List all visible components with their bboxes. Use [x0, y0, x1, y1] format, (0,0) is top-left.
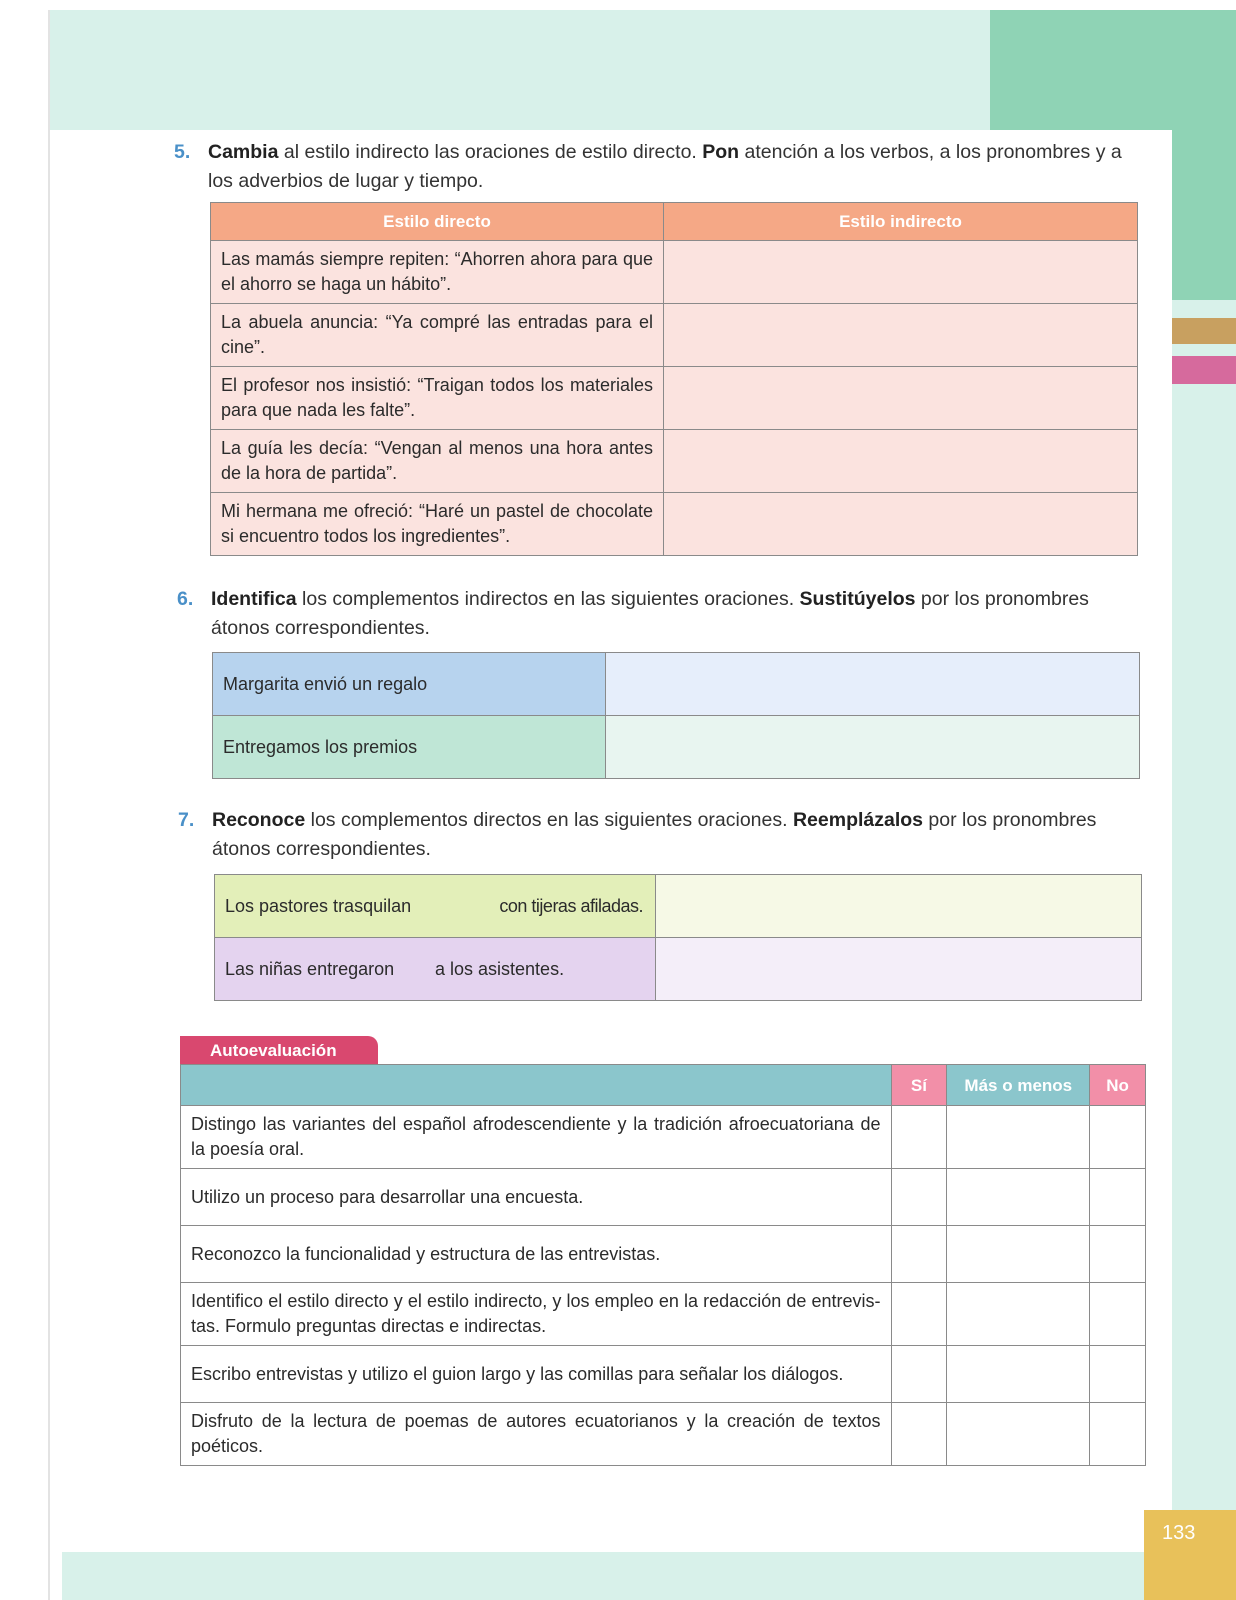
table-row — [181, 1283, 1146, 1346]
table-row — [181, 1106, 1146, 1169]
criterion: Identifico el estilo directo y el estilo indirecto, y los empleo en la redacción de entrevis-tas. Formulo preguntas directas e indirectas. — [181, 1283, 892, 1346]
pink-strip — [1172, 356, 1236, 384]
sentence-end: a los asistentes. — [435, 958, 565, 979]
brown-strip — [1172, 318, 1236, 344]
verb: Cambia — [208, 141, 279, 163]
check-cell-no[interactable] — [1090, 1403, 1146, 1466]
check-cell-si[interactable] — [891, 1283, 947, 1346]
sentence-cell: Entregamos los premios — [213, 716, 606, 779]
table-row — [211, 241, 1138, 304]
sentence-cell — [215, 938, 656, 1001]
column-header-si: Sí — [891, 1065, 947, 1106]
table-row — [181, 1226, 1146, 1283]
page-edge — [48, 10, 50, 1600]
check-cell-no[interactable] — [1090, 1169, 1146, 1226]
verb: Sustitúyelos — [799, 588, 916, 610]
direct-sentence: Mi hermana me ofreció: “Haré un pastel de chocolate si encuentro todos los ingredientes”. — [211, 493, 664, 556]
criterion: Disfruto de la lectura de poemas de autores ecuatorianos y la creación de textos poéticos. — [181, 1403, 892, 1466]
table-row — [213, 716, 1140, 779]
criterion: Utilizo un proceso para desarrollar una encuesta. — [181, 1169, 892, 1226]
answer-cell[interactable] — [656, 938, 1142, 1001]
check-cell-mas-o-menos[interactable] — [947, 1226, 1090, 1283]
direct-sentence: El profesor nos insistió: “Traigan todos los materiales para que nada les falte”. — [211, 367, 664, 430]
answer-cell[interactable] — [664, 430, 1138, 493]
verb: Reemplázalos — [792, 809, 924, 831]
direct-sentence: La abuela anuncia: “Ya compré las entradas para el cine”. — [211, 304, 664, 367]
answer-cell[interactable] — [664, 367, 1138, 430]
check-cell-mas-o-menos[interactable] — [947, 1403, 1090, 1466]
autoevaluacion-table — [180, 1064, 1146, 1466]
table-row — [181, 1169, 1146, 1226]
check-cell-si[interactable] — [891, 1403, 947, 1466]
exercise-number: 6. — [177, 588, 194, 610]
check-cell-si[interactable] — [891, 1346, 947, 1403]
column-header-mas-o-menos: Más o menos — [947, 1065, 1090, 1106]
check-cell-no[interactable] — [1090, 1226, 1146, 1283]
table-row — [211, 367, 1138, 430]
verb: Identifica — [211, 588, 297, 610]
sentence-start: Las niñas entregaron — [225, 958, 395, 979]
exercise-6-table — [212, 652, 1140, 779]
exercise-7-instructions: 7. Reconoce los complementos directos en las siguientes oraciones. Reemplázalos por los pronombres átonos correspondientes. — [212, 806, 1142, 864]
answer-cell[interactable] — [664, 304, 1138, 367]
footer-band — [62, 1552, 1236, 1600]
exercise-5-instructions: 5. Cambia al estilo indirecto las oraciones de estilo directo. Pon atención a los verbos, a los pronombres y a los adverbios de lugar y tiempo. — [208, 138, 1138, 196]
table-row — [181, 1346, 1146, 1403]
answer-cell[interactable] — [606, 653, 1140, 716]
exercise-6-instructions: 6. Identifica los complementos indirectos en las siguientes oraciones. Sustitúyelos por los pronombres átonos correspondientes. — [211, 585, 1141, 643]
check-cell-no[interactable] — [1090, 1106, 1146, 1169]
check-cell-si[interactable] — [891, 1226, 947, 1283]
column-header-no: No — [1090, 1065, 1146, 1106]
sentence-cell — [215, 875, 656, 938]
right-margin-band — [1170, 300, 1236, 1600]
exercise-7-table — [214, 874, 1142, 1001]
direct-sentence: Las mamás siempre repiten: “Ahorren ahora para que el ahorro se haga un hábito”. — [211, 241, 664, 304]
table-row — [213, 653, 1140, 716]
check-cell-mas-o-menos[interactable] — [947, 1169, 1090, 1226]
column-header: Estilo indirecto — [664, 203, 1138, 241]
answer-cell[interactable] — [606, 716, 1140, 779]
header-blank — [181, 1065, 892, 1106]
answer-cell[interactable] — [656, 875, 1142, 938]
answer-cell[interactable] — [664, 241, 1138, 304]
table-row — [211, 304, 1138, 367]
page-number: 133 — [1144, 1510, 1236, 1600]
check-cell-si[interactable] — [891, 1169, 947, 1226]
check-cell-mas-o-menos[interactable] — [947, 1346, 1090, 1403]
criterion: Escribo entrevistas y utilizo el guion largo y las comillas para señalar los diálogos. — [181, 1346, 892, 1403]
exercise-number: 5. — [174, 141, 191, 163]
table-row — [211, 493, 1138, 556]
check-cell-mas-o-menos[interactable] — [947, 1283, 1090, 1346]
table-row — [211, 430, 1138, 493]
table-row — [215, 938, 1142, 1001]
exercise-number: 7. — [178, 809, 195, 831]
check-cell-si[interactable] — [891, 1106, 947, 1169]
column-header: Estilo directo — [211, 203, 664, 241]
table-row — [181, 1403, 1146, 1466]
criterion: Distingo las variantes del español afrodescendiente y la tradición afroecuatoriana de la poesía oral. — [181, 1106, 892, 1169]
table-row — [215, 875, 1142, 938]
sentence-cell: Margarita envió un regalo — [213, 653, 606, 716]
direct-sentence: La guía les decía: “Vengan al menos una hora antes de la hora de partida”. — [211, 430, 664, 493]
verb: Reconoce — [212, 809, 306, 831]
sentence-end: con tijeras afiladas. — [499, 895, 643, 916]
check-cell-mas-o-menos[interactable] — [947, 1106, 1090, 1169]
criterion: Reconozco la funcionalidad y estructura de las entrevistas. — [181, 1226, 892, 1283]
verb: Pon — [702, 141, 740, 163]
answer-cell[interactable] — [664, 493, 1138, 556]
check-cell-no[interactable] — [1090, 1346, 1146, 1403]
check-cell-no[interactable] — [1090, 1283, 1146, 1346]
sentence-start: Los pastores trasquilan — [225, 895, 412, 916]
exercise-5-table — [210, 202, 1138, 556]
autoevaluacion-title: Autoevaluación — [180, 1036, 378, 1065]
